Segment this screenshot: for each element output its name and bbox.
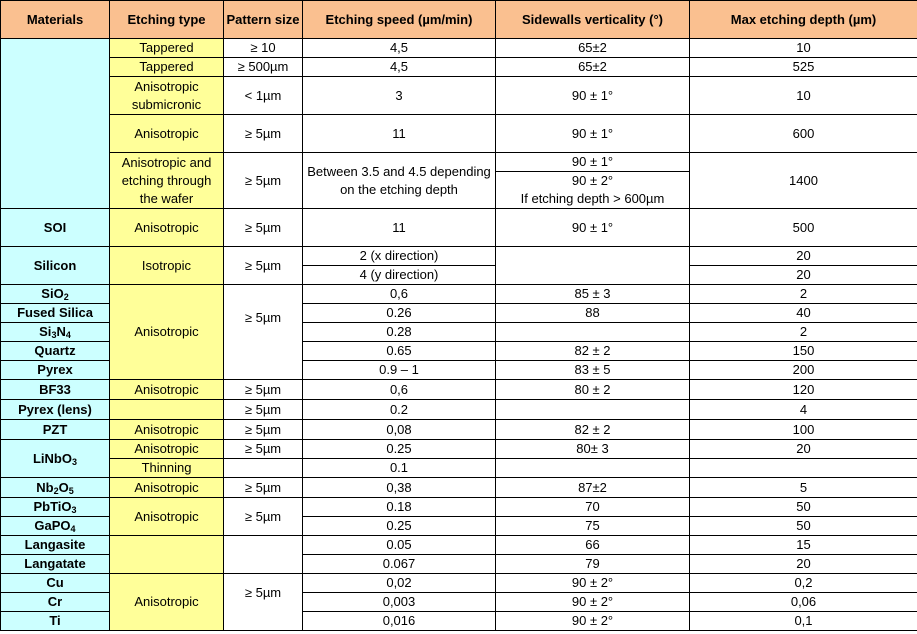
max-depth-cell: 10 xyxy=(690,39,917,58)
etching-type-cell: Tappered xyxy=(110,39,224,58)
pattern-size-cell: ≥ 5µm xyxy=(224,478,303,498)
sidewalls-cell: 83 ± 5 xyxy=(496,361,690,380)
max-depth-cell: 2 xyxy=(690,285,917,304)
etching-type-cell: Anisotropic xyxy=(110,574,224,631)
table-row xyxy=(1,478,917,498)
etching-type-cell: Anisotropic xyxy=(110,440,224,459)
max-depth-cell: 20 xyxy=(690,440,917,459)
sidewalls-cell: 87±2 xyxy=(496,478,690,498)
etching-speed-cell: 11 xyxy=(303,209,496,247)
etching-speed-cell: 0,6 xyxy=(303,380,496,400)
etching-type-cell: Anisotropic and etching through the wafer xyxy=(110,153,224,209)
etching-type-cell: Anisotropic xyxy=(110,115,224,153)
material-cell: SOI xyxy=(1,209,110,247)
material-cell: SiO$_2$ xyxy=(1,285,110,304)
pattern-size-cell: ≥ 5µm xyxy=(224,440,303,459)
table-row xyxy=(1,285,917,304)
material-cell: Quartz xyxy=(1,342,110,361)
table-row xyxy=(1,459,917,478)
pattern-size-cell: ≥ 5µm xyxy=(224,153,303,209)
table-row xyxy=(1,115,917,153)
table-row xyxy=(1,247,917,266)
sidewalls-note: If etching depth > 600µm xyxy=(496,190,690,209)
table-row xyxy=(1,380,917,400)
etching-speed-cell: 0.9 – 1 xyxy=(303,361,496,380)
sidewalls-cell: 90 ± 2° xyxy=(496,612,690,631)
etching-type-cell: Anisotropic xyxy=(110,478,224,498)
sidewalls-cell: 90 ± 2° xyxy=(496,593,690,612)
sidewalls-cell: 70 xyxy=(496,498,690,517)
material-cell: Pyrex xyxy=(1,361,110,380)
material-cell-blank xyxy=(1,39,110,209)
max-depth-cell: 0,06 xyxy=(690,593,917,612)
sidewalls-cell xyxy=(496,459,690,478)
sidewalls-cell xyxy=(496,323,690,342)
material-cell: Ti xyxy=(1,612,110,631)
max-depth-cell: 40 xyxy=(690,304,917,323)
max-depth-cell: 100 xyxy=(690,420,917,440)
max-depth-cell: 50 xyxy=(690,517,917,536)
etching-type-cell: Anisotropic xyxy=(110,380,224,400)
pattern-size-cell: ≥ 5µm xyxy=(224,400,303,420)
table-row xyxy=(1,498,917,517)
material-cell: Fused Silica xyxy=(1,304,110,323)
etching-speed-cell: 0.28 xyxy=(303,323,496,342)
header-etching-speed: Etching speed (µm/min) xyxy=(303,1,496,39)
material-cell: Silicon xyxy=(1,247,110,285)
etching-speed-cell: Between 3.5 and 4.5 depending on the etching depth xyxy=(303,153,496,209)
pattern-size-cell xyxy=(224,536,303,574)
max-depth-cell xyxy=(690,459,917,478)
etching-speed-cell: 0.05 xyxy=(303,536,496,555)
max-depth-cell: 20 xyxy=(690,266,917,285)
etching-speed-cell: 0,38 xyxy=(303,478,496,498)
max-depth-cell: 150 xyxy=(690,342,917,361)
etching-type-cell: Thinning xyxy=(110,459,224,478)
header-sidewalls-verticality: Sidewalls verticality (°) xyxy=(496,1,690,39)
material-cell: LiNbO$_3$ xyxy=(1,440,110,478)
pattern-size-cell: ≥ 5µm xyxy=(224,574,303,631)
material-cell: $Nb_2O_5$ xyxy=(1,478,110,498)
material-cell: $Si_3N_4$ xyxy=(1,323,110,342)
etching-speed-cell: 0.26 xyxy=(303,304,496,323)
table-row xyxy=(1,153,917,172)
etching-speed-cell: 0.18 xyxy=(303,498,496,517)
header-etching-type: Etching type xyxy=(110,1,224,39)
table-row xyxy=(1,574,917,593)
etching-type-cell xyxy=(110,400,224,420)
sidewalls-cell: 90 ± 1° xyxy=(496,209,690,247)
sidewalls-cell: 79 xyxy=(496,555,690,574)
etching-speed-cell: 0.2 xyxy=(303,400,496,420)
max-depth-cell: 500 xyxy=(690,209,917,247)
sidewalls-cell: 82 ± 2 xyxy=(496,342,690,361)
pattern-size-cell: ≥ 500µm xyxy=(224,58,303,77)
etching-speed-cell: 0.25 xyxy=(303,517,496,536)
max-depth-cell: 4 xyxy=(690,400,917,420)
etching-speed-cell: 4,5 xyxy=(303,58,496,77)
etching-type-cell: Anisotropic xyxy=(110,498,224,536)
etching-speed-cell: 0,02 xyxy=(303,574,496,593)
pattern-size-cell: ≥ 5µm xyxy=(224,285,303,380)
header-pattern-size: Pattern size xyxy=(224,1,303,39)
sidewalls-cell: 80± 3 xyxy=(496,440,690,459)
etching-type-cell: Anisotropic submicronic xyxy=(110,77,224,115)
sidewalls-cell: 90 ± 2° xyxy=(496,172,690,191)
sidewalls-cell: 65±2 xyxy=(496,39,690,58)
pattern-size-cell: ≥ 5µm xyxy=(224,209,303,247)
pattern-size-cell: < 1µm xyxy=(224,77,303,115)
pattern-size-cell: ≥ 5µm xyxy=(224,380,303,400)
max-depth-cell: 20 xyxy=(690,247,917,266)
table-row xyxy=(1,400,917,420)
sidewalls-cell: 66 xyxy=(496,536,690,555)
material-cell: PZT xyxy=(1,420,110,440)
sidewalls-cell: 90 ± 1° xyxy=(496,115,690,153)
header-max-etching-depth: Max etching depth (µm) xyxy=(690,1,917,39)
etching-speed-cell: 0.1 xyxy=(303,459,496,478)
sidewalls-cell: 88 xyxy=(496,304,690,323)
sidewalls-cell: 90 ± 1° xyxy=(496,77,690,115)
sidewalls-cell: 90 ± 2° xyxy=(496,574,690,593)
table-row xyxy=(1,420,917,440)
material-cell: Cu xyxy=(1,574,110,593)
etching-speed-cell: 0.65 xyxy=(303,342,496,361)
max-depth-cell: 200 xyxy=(690,361,917,380)
sidewalls-cell xyxy=(496,247,690,285)
table-row xyxy=(1,58,917,77)
etching-type-cell: Anisotropic xyxy=(110,209,224,247)
max-depth-cell: 50 xyxy=(690,498,917,517)
max-depth-cell: 600 xyxy=(690,115,917,153)
max-depth-cell: 0,2 xyxy=(690,574,917,593)
max-depth-cell: 2 xyxy=(690,323,917,342)
max-depth-cell: 525 xyxy=(690,58,917,77)
sidewalls-cell xyxy=(496,400,690,420)
pattern-size-cell xyxy=(224,459,303,478)
pattern-size-cell: ≥ 5µm xyxy=(224,247,303,285)
etching-speed-cell: 3 xyxy=(303,77,496,115)
etching-speed-cell: 2 (x direction) xyxy=(303,247,496,266)
etching-speed-cell: 11 xyxy=(303,115,496,153)
max-depth-cell: 5 xyxy=(690,478,917,498)
max-depth-cell: 1400 xyxy=(690,153,917,209)
sidewalls-cell: 82 ± 2 xyxy=(496,420,690,440)
table-row xyxy=(1,77,917,115)
pattern-size-cell: ≥ 5µm xyxy=(224,420,303,440)
sidewalls-cell: 65±2 xyxy=(496,58,690,77)
table-row xyxy=(1,536,917,555)
etching-type-cell xyxy=(110,536,224,574)
pattern-size-cell: ≥ 5µm xyxy=(224,115,303,153)
material-cell: GaPO$_4$ xyxy=(1,517,110,536)
etching-speed-cell: 4,5 xyxy=(303,39,496,58)
max-depth-cell: 20 xyxy=(690,555,917,574)
material-cell: Langasite xyxy=(1,536,110,555)
max-depth-cell: 15 xyxy=(690,536,917,555)
header-row xyxy=(1,1,917,39)
table-row xyxy=(1,209,917,247)
pattern-size-cell: ≥ 10 xyxy=(224,39,303,58)
etching-speed-cell: 0,003 xyxy=(303,593,496,612)
material-cell: Langatate xyxy=(1,555,110,574)
sidewalls-cell: 85 ± 3 xyxy=(496,285,690,304)
max-depth-cell: 10 xyxy=(690,77,917,115)
material-cell: Cr xyxy=(1,593,110,612)
sidewalls-cell: 80 ± 2 xyxy=(496,380,690,400)
etching-speed-cell: 0.067 xyxy=(303,555,496,574)
max-depth-cell: 0,1 xyxy=(690,612,917,631)
etching-type-cell: Anisotropic xyxy=(110,285,224,380)
material-cell: BF33 xyxy=(1,380,110,400)
sidewalls-cell: 90 ± 1° xyxy=(496,153,690,172)
etching-type-cell: Anisotropic xyxy=(110,420,224,440)
material-cell: Pyrex (lens) xyxy=(1,400,110,420)
etching-type-cell: Tappered xyxy=(110,58,224,77)
pattern-size-cell: ≥ 5µm xyxy=(224,498,303,536)
etching-speed-cell: 4 (y direction) xyxy=(303,266,496,285)
etching-speed-cell: 0,016 xyxy=(303,612,496,631)
etching-speed-cell: 0.25 xyxy=(303,440,496,459)
etching-speed-cell: 0,08 xyxy=(303,420,496,440)
table-row xyxy=(1,440,917,459)
sidewalls-cell: 75 xyxy=(496,517,690,536)
table-row xyxy=(1,39,917,58)
material-cell: PbTiO$_3$ xyxy=(1,498,110,517)
header-materials: Materials xyxy=(1,1,110,39)
etching-type-cell: Isotropic xyxy=(110,247,224,285)
etching-speed-cell: 0,6 xyxy=(303,285,496,304)
max-depth-cell: 120 xyxy=(690,380,917,400)
